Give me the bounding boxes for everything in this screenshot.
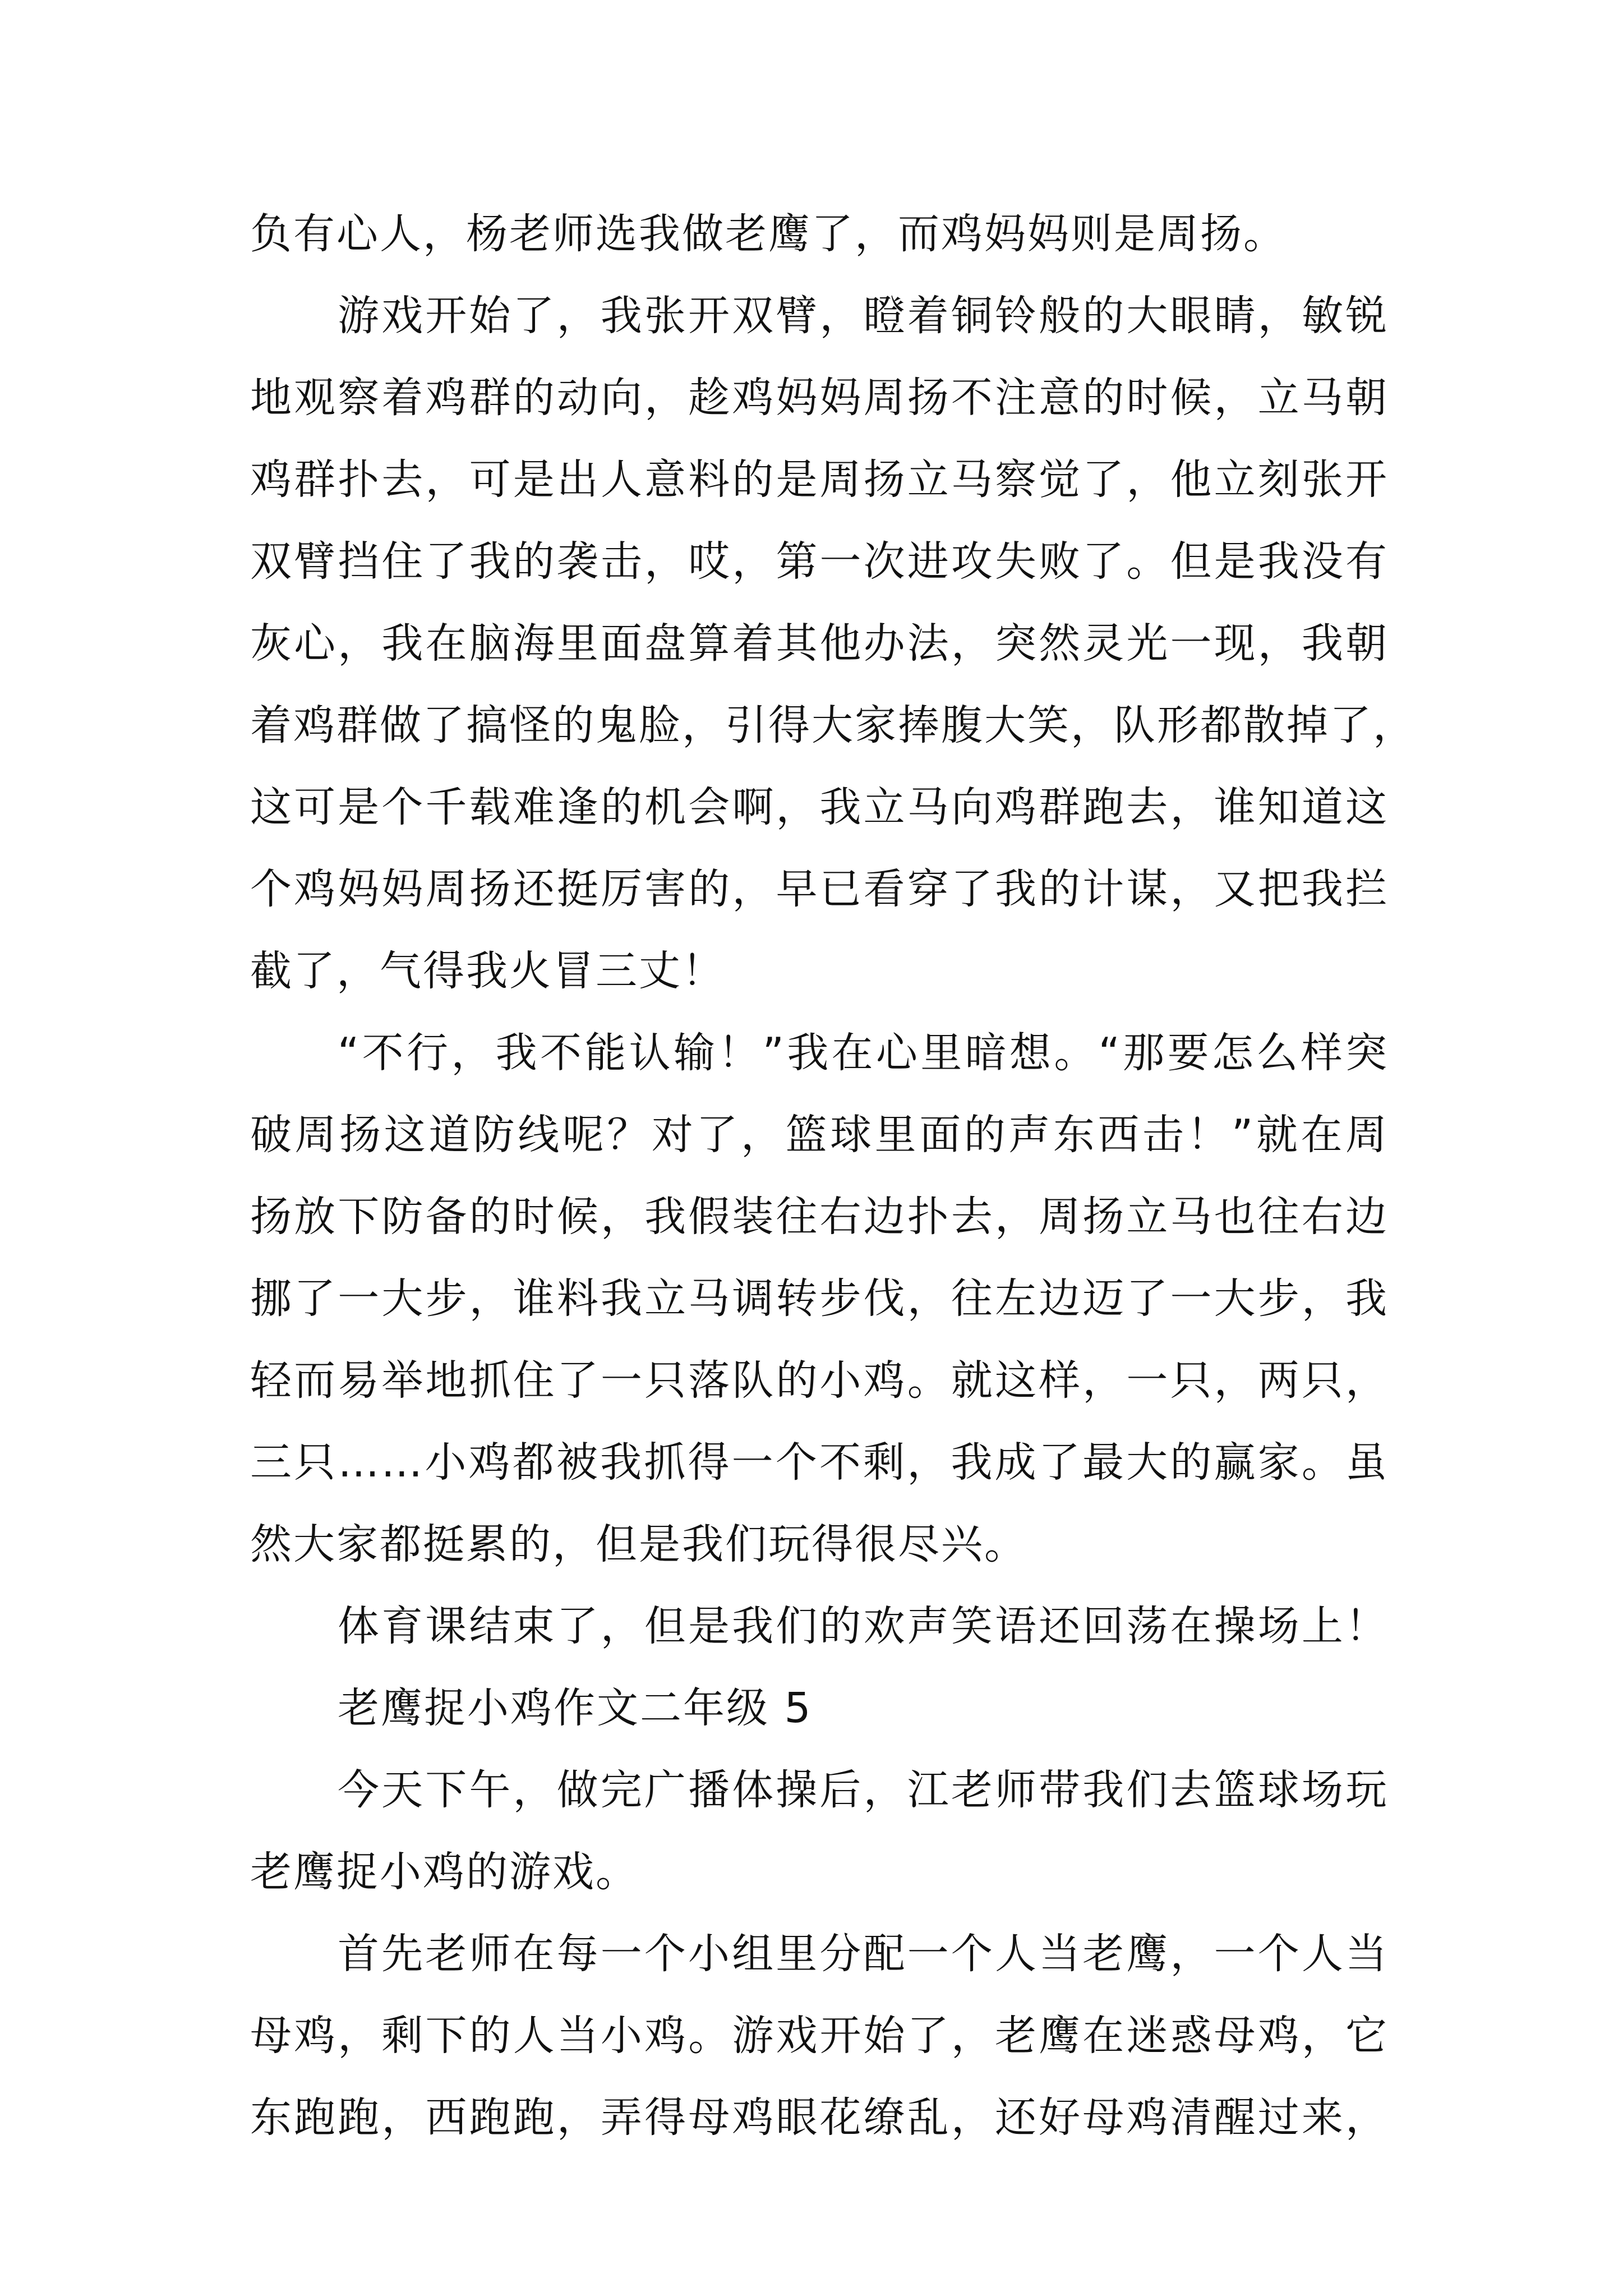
text-line: 着鸡群做了搞怪的鬼脸，引得大家捧腹大笑，队形都散掉了，: [250, 701, 1416, 749]
text-line: 老鹰捉小鸡的游戏。: [250, 1848, 639, 1896]
text-line: 母鸡，剩下的人当小鸡。游戏开始了，老鹰在迷惑母鸡，它: [250, 2012, 1389, 2060]
text-line: 个鸡妈妈周扬还挺厉害的，早已看穿了我的计谋，又把我拦: [250, 865, 1389, 913]
text-line: 负有心人，杨老师选我做老鹰了，而鸡妈妈则是周扬。: [250, 210, 1287, 258]
paragraph-first-line: 今天下午，做完广播体操后，江老师带我们去篮球场玩: [338, 1766, 1389, 1814]
paragraph-single-line: 体育课结束了，但是我们的欢声笑语还回荡在操场上！: [338, 1602, 1389, 1650]
text-line: 三只……小鸡都被我抓得一个不剩，我成了最大的赢家。虽: [250, 1438, 1389, 1487]
text-line: 扬放下防备的时候，我假装往右边扑去，周扬立马也往右边: [250, 1193, 1389, 1241]
text-line: 破周扬这道防线呢？对了，篮球里面的声东西击！”就在周: [250, 1111, 1389, 1159]
paragraph-first-line: 首先老师在每一个小组里分配一个人当老鹰，一个人当: [338, 1930, 1389, 1978]
text-line: 挪了一大步，谁料我立马调转步伐，往左边迈了一大步，我: [250, 1274, 1389, 1323]
text-line: 轻而易举地抓住了一只落队的小鸡。就这样，一只，两只，: [250, 1356, 1389, 1405]
text-line: 鸡群扑去，可是出人意料的是周扬立马察觉了，他立刻张开: [250, 455, 1389, 504]
paragraph-first-line: “不行，我不能认输！”我在心里暗想。“那要怎么样突: [338, 1029, 1389, 1077]
section-title: 老鹰捉小鸡作文二年级 5: [338, 1684, 813, 1732]
text-line: 双臂挡住了我的袭击，哎，第一次进攻失败了。但是我没有: [250, 537, 1389, 586]
text-line: 东跑跑，西跑跑，弄得母鸡眼花缭乱，还好母鸡清醒过来，: [250, 2093, 1389, 2142]
text-line: 这可是个千载难逢的机会啊，我立马向鸡群跑去，谁知道这: [250, 783, 1389, 831]
text-line: 灰心，我在脑海里面盘算着其他办法，突然灵光一现，我朝: [250, 619, 1389, 668]
text-line: 然大家都挺累的，但是我们玩得很尽兴。: [250, 1520, 1027, 1568]
paragraph-first-line: 游戏开始了，我张开双臂，瞪着铜铃般的大眼睛，敏锐: [338, 292, 1389, 340]
text-line: 截了，气得我火冒三丈！: [250, 947, 725, 995]
text-line: 地观察着鸡群的动向，趁鸡妈妈周扬不注意的时候，立马朝: [250, 374, 1389, 422]
